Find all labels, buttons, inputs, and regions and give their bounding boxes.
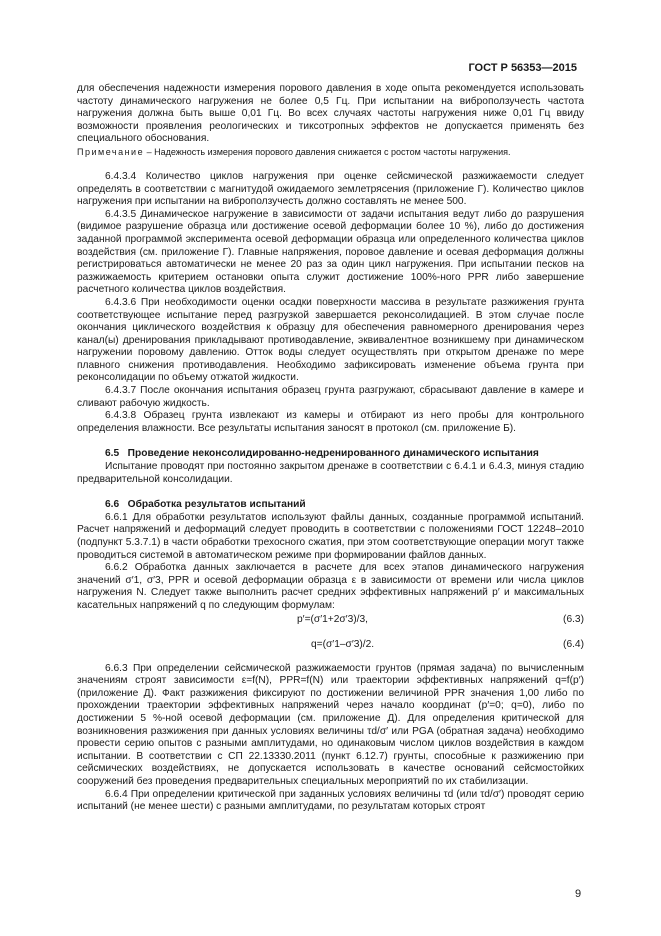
paragraph-6-6-3: 6.6.3 При определении сейсмической разжижаемости грунтов (прямая задача) по вычисленным значениям строят зависимости ε=f(N), PPR=f(N) или траектории эффективных напряжений q=f(p′) (приложение Д). Факт разжижения фиксируют по достижении величиной PPR значения 1,00 либо по прохождении траектории эффективных напряжений через начало координат (p′=0; q=0), либо по достижении 5 %-ной осевой деформации (см. приложение Д). Для определения критической для возникновения разжижения при данных условиях величины τd/σ′ или PGA (обратная задача) необходимо провести серию опытов с разными амплитудами, но одинаковым числом циклов воздействия в каждом испытании. В соответствии с СП 22.13330.2011 (пункт 6.12.7) грунты, способные к разжижению при сейсмических воздействиях, не допускается использовать в качестве оснований сейсмостойких сооружений без проведения предварительных специальных мероприятий по их стабилизации. <box>77 662 584 787</box>
standard-header: ГОСТ Р 56353—2015 <box>468 62 577 74</box>
paragraph-6-4-3-8: 6.4.3.8 Образец грунта извлекают из камеры и отбирают из него пробы для контрольного определения влажности. Все результаты испытания заносят в протокол (см. приложение Б). <box>77 410 584 434</box>
formula-6-4-number: (6.4) <box>563 638 584 650</box>
formula-6-4-expression: q=(σ′1–σ′3)/2. <box>311 638 375 650</box>
section-6-5-heading <box>77 448 584 461</box>
formula-6-3-number: (6.3) <box>563 613 584 625</box>
section-6-5-title: Проведение неконсолидированно-недренированного динамического испытания <box>127 448 539 460</box>
formula-6-3 <box>77 613 584 630</box>
paragraph-6-4-3-4: 6.4.3.4 Количество циклов нагружения при оценке сейсмической разжижаемости следует определять в соответствии с магнитудой ожидаемого землетрясения (приложение Г). Количество циклов нагружения при испытании на виброползучесть должно составлять не менее 500. <box>77 170 584 208</box>
paragraph-6-6-4: 6.6.4 При определении критической при заданных условиях величины τd (или τd/σ′) проводят серию испытаний (не менее шести) с разными амплитудами, по результатам которых строят <box>77 788 584 813</box>
section-6-6-number: 6.6 <box>105 499 120 511</box>
paragraph-6-4-3-5: 6.4.3.5 Динамическое нагружение в зависимости от задачи испытания ведут либо до разрушения (видимое разрушение образца или достижение осевой деформации более 10 %), либо до достижения заданной программой эксперимента осевой деформации образца или определенного количества циклов воздействия (см. приложение Г). Главные напряжения, поровое давление и осевая деформация должны регистрироваться автоматически не менее 20 раз за один цикл нагружения. При испытании песков на разжижаемость критерием остановки опыта служит достижение 100%-ного PPR либо завершение расчетного количества циклов воздействия. <box>77 208 584 296</box>
section-6-6-heading <box>77 499 584 512</box>
section-6-6-title: Обработка результатов испытаний <box>127 499 306 511</box>
page-number: 9 <box>575 888 582 900</box>
paragraph-6-4-3-7: 6.4.3.7 После окончания испытания образец грунта разгружают, сбрасывают давление в камере и сливают рабочую жидкость. <box>77 385 584 409</box>
note-text: – Надежность измерения порового давления снижается с ростом частоты нагружения. <box>144 146 511 157</box>
formula-6-4 <box>77 638 584 655</box>
paragraph-6-6-1: 6.6.1 Для обработки результатов используют файлы данных, созданные программой испытаний. Расчет напряжений и деформаций следует проводить в соответствии с положениями ГОСТ 12248–2010 (подпункт 5.3.7.1) в части обработки трехосного сжатия, при этом соответствующие операции могут также проводиться системой в автоматическом режиме при формировании файлов данных. <box>77 511 584 561</box>
paragraph-6-6-2: 6.6.2 Обработка данных заключается в расчете для всех этапов динамического нагружения значений σ′1, σ′3, PPR и осевой деформации образца ε в зависимости от времени или числа циклов нагружения N. Следует также выполнить расчет средних эффективных напряжений p′ и максимальных касательных напряжений q по следующим формулам: <box>77 562 584 611</box>
note <box>77 146 584 158</box>
paragraph-6-4-3-6: 6.4.3.6 При необходимости оценки осадки поверхности массива в результате разжижения грунта соответствующее испытание перед разгрузкой завершается реконсолидацией. В этом случае после окончания циклического воздействия к образцу для обеспечения равномерного дренирования через канал(ы) дренирования прикладывают противодавление, эквивалентное возникшему при динамическом нагружении поровому давлению. Отток воды следует осуществлять при открытом дренаже по мере плавного снижения противодавления. Необходимо зафиксировать изменение объема грунта при реконсолидации по объему отжатой жидкости. <box>77 296 584 384</box>
note-label: Примечание <box>77 146 145 157</box>
section-6-5-number: 6.5 <box>105 448 120 460</box>
paragraph-frequency: для обеспечения надежности измерения порового давления в ходе опыта рекомендуется использовать частоту динамического нагружения не более 0,5 Гц. При испытании на виброползучесть частота нагружения должна быть выше 0,01 Гц. Во всех случаях частоты нагружения ниже 0,01 Гц ввиду возможности проявления реологических и тиксотропных эффектов не допускается применять без специального обоснования. <box>77 83 584 145</box>
formula-6-3-expression: p′=(σ′1+2σ′3)/3, <box>297 613 368 625</box>
document-body <box>77 83 584 814</box>
paragraph-6-5: Испытание проводят при постоянно закрытом дренаже в соответствии с 6.4.1 и 6.4.3, минуя стадию предварительной консолидации. <box>77 461 584 485</box>
